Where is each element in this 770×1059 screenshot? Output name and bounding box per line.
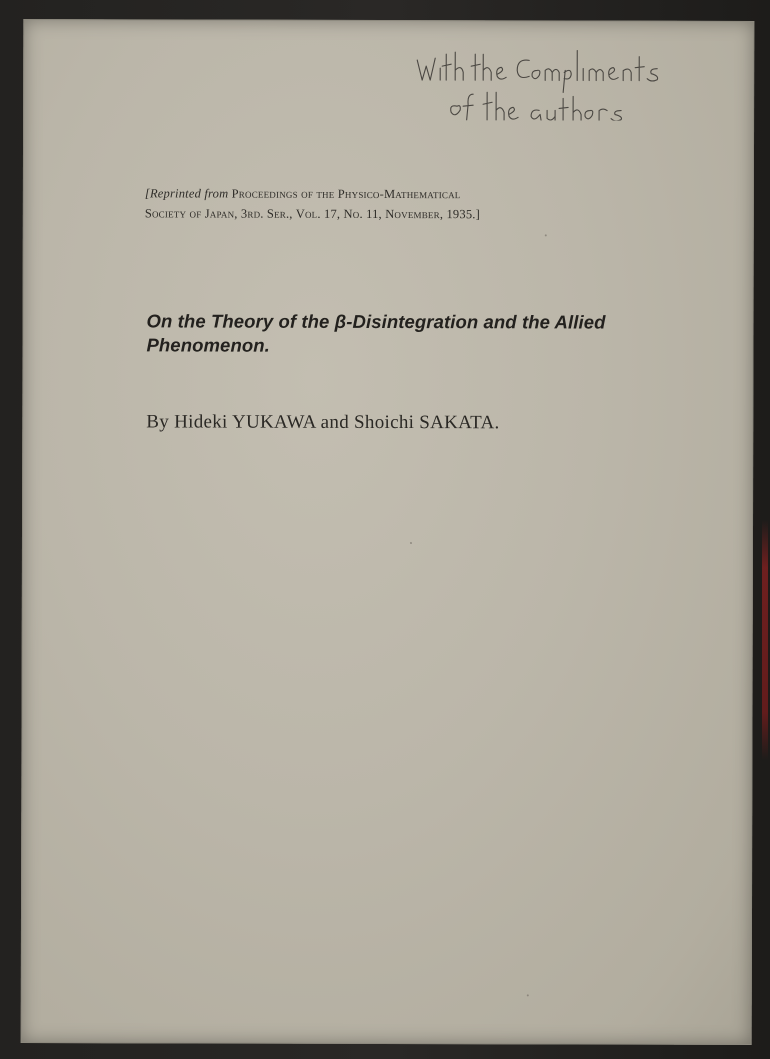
authors-line: By Hideki YUKAWA and Shoichi SAKATA. <box>146 411 500 434</box>
document-page <box>21 19 755 1045</box>
paper-title <box>146 309 706 358</box>
handwriting-drawing <box>413 40 713 121</box>
title-line-2: Phenomenon. <box>146 334 270 356</box>
reprint-line-1 <box>145 183 665 204</box>
reprint-journal: Proceedings of the Physico-Mathematical <box>231 186 461 202</box>
handwritten-inscription <box>413 40 713 121</box>
paper-speck <box>410 542 412 544</box>
red-edge-mark <box>762 520 768 760</box>
paper-speck <box>545 234 547 236</box>
paper-speck <box>527 994 529 996</box>
reprint-notice <box>145 183 665 224</box>
title-line-1: On the Theory of the β-Disintegration and the Allied <box>146 310 606 333</box>
reprint-line-2: Society of Japan, 3rd. Ser., Vol. 17, No. 11, November, 1935.] <box>144 206 481 222</box>
reprint-italic: [Reprinted from <box>144 186 229 201</box>
